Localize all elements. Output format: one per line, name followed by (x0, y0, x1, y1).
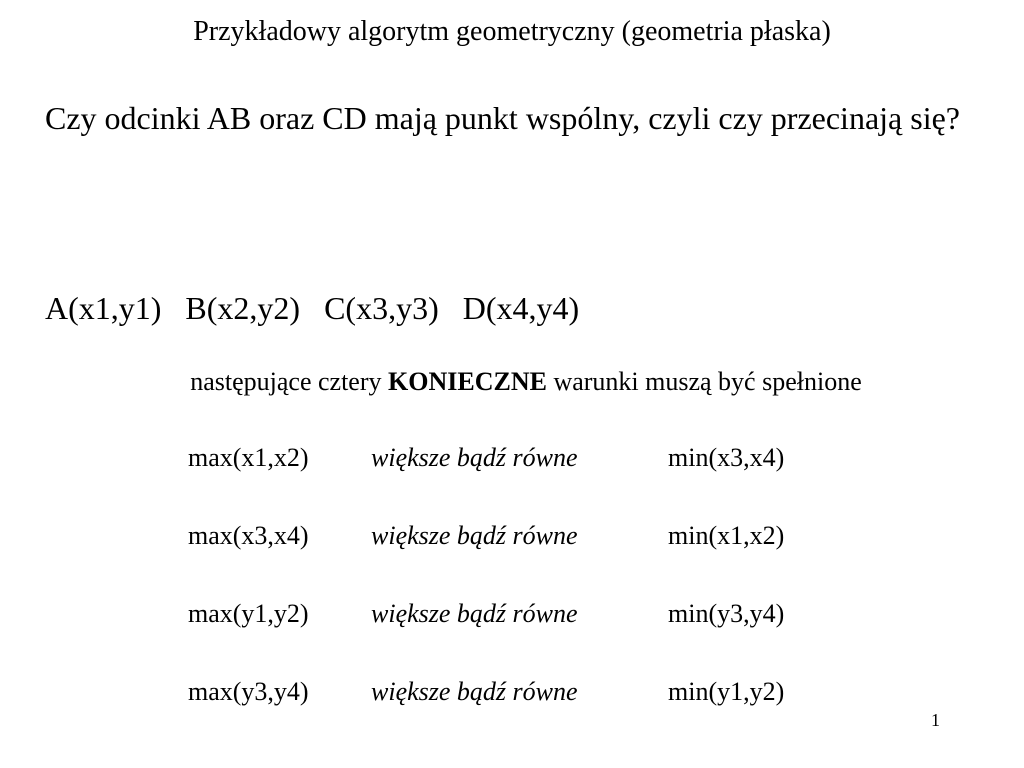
condition-relation: większe bądź równe (371, 521, 578, 550)
condition-lhs: max(x1,x2) (188, 443, 309, 472)
slide-title: Przykładowy algorytm geometryczny (geometria płaska) (193, 16, 831, 47)
intro-before: następujące cztery (190, 367, 389, 396)
intro-emphasis: KONIECZNE (388, 367, 547, 396)
condition-lhs: max(x3,x4) (188, 521, 309, 550)
condition-relation: większe bądź równe (371, 599, 578, 628)
condition-rhs: min(x3,x4) (668, 443, 785, 472)
condition-lhs: max(y3,y4) (188, 677, 309, 706)
condition-rhs: min(x1,x2) (668, 521, 785, 550)
point-d: D(x4,y4) (462, 290, 580, 326)
points-line (45, 288, 579, 328)
condition-rhs: min(y3,y4) (668, 599, 785, 628)
condition-lhs: max(y1,y2) (188, 599, 309, 628)
question-text: Czy odcinki AB oraz CD mają punkt wspólny, czyli czy przecinają się? (45, 100, 960, 136)
conditions-intro (0, 365, 1024, 399)
point-a: A(x1,y1) (45, 290, 162, 326)
point-c: C(x3,y3) (324, 290, 439, 326)
condition-rhs: min(y1,y2) (668, 677, 785, 706)
intro-after: warunki muszą być spełnione (546, 367, 862, 396)
point-b: B(x2,y2) (185, 290, 301, 326)
condition-relation: większe bądź równe (371, 677, 578, 706)
condition-relation: większe bądź równe (371, 443, 578, 472)
page-number: 1 (931, 710, 940, 730)
